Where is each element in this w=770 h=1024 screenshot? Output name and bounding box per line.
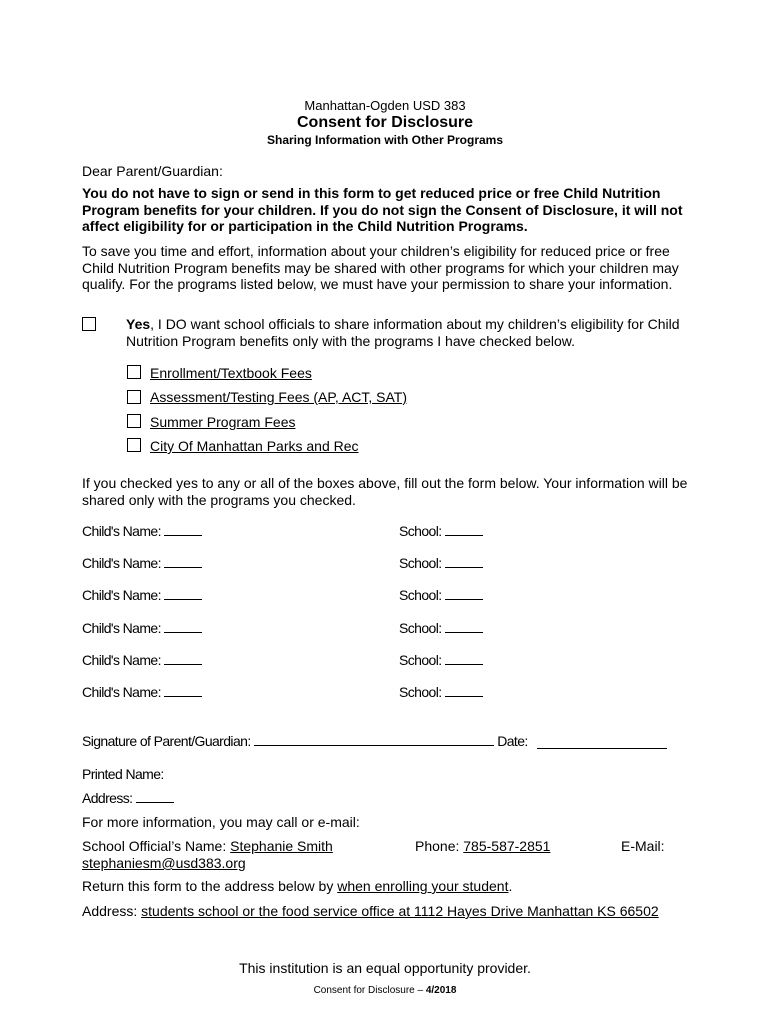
school-label: School: [399,652,442,668]
school-label: School: [399,620,442,636]
program-label-enrollment: Enrollment/Textbook Fees [150,365,312,381]
school-field[interactable] [445,555,483,568]
signature-label: Signature of Parent/Guardian: [82,733,251,749]
child-name-label: Child's Name: [82,555,161,571]
email-address[interactable]: stephaniesm@usd383.org [82,855,246,871]
school-row-5 [399,652,483,668]
return-address-label: Address: [82,903,138,919]
child-name-field[interactable] [164,652,202,665]
greeting: Dear Parent/Guardian: [82,163,223,179]
program-label-summer: Summer Program Fees [150,414,296,430]
program-checkbox-enrollment[interactable] [127,365,141,379]
phone-row [415,838,550,855]
date-field[interactable] [537,736,667,749]
return-address [82,903,659,920]
school-row-1 [399,523,483,539]
return-instruction [82,878,512,895]
intro-paragraph: To save you time and effort, information about your children’s eligibility for reduced price or free Child Nutrition Program benefits may be shared with other programs for which your children may qualify. For the programs listed below, we must have your permission to share your information. [82,243,679,292]
fill-instruction: If you checked yes to any or all of the boxes above, fill out the form below. Your information will be shared only with the programs you checked. [82,475,688,508]
signature-row [82,733,528,749]
program-checkbox-parks[interactable] [127,438,141,452]
child-name-row-4 [82,620,202,636]
official-label: School Official’s Name: [82,838,227,854]
address-label: Address: [82,790,133,806]
email-label: E-Mail: [621,838,665,854]
child-name-field[interactable] [164,587,202,600]
school-field[interactable] [445,652,483,665]
signature-field[interactable] [254,733,494,746]
official-row [82,838,333,855]
return-address-value: students school or the food service office at 1112 Hayes Drive Manhattan KS 66502 [141,903,659,919]
child-name-field[interactable] [164,555,202,568]
program-label-parks: City Of Manhattan Parks and Rec [150,438,359,454]
return-emphasis: when enrolling your student [337,878,509,894]
child-name-row-5 [82,652,202,668]
school-field[interactable] [445,684,483,697]
school-row-2 [399,555,483,571]
address-field[interactable] [136,790,174,803]
footer [0,985,770,996]
return-prefix: Return this form to the address below by [82,878,334,894]
phone-number: 785-587-2851 [463,838,551,854]
consent-yes-checkbox[interactable] [82,317,96,331]
program-checkbox-assessment[interactable] [127,390,141,404]
child-name-row-2 [82,555,202,571]
school-field[interactable] [445,523,483,536]
footer-text: Consent for Disclosure – [313,985,426,996]
child-name-row-3 [82,587,202,603]
school-field[interactable] [445,620,483,633]
phone-label: Phone: [415,838,460,854]
school-field[interactable] [445,587,483,600]
school-label: School: [399,587,442,603]
form-subtitle: Sharing Information with Other Programs [266,133,504,147]
school-row-4 [399,620,483,636]
date-label: Date: [497,733,528,749]
consent-yes-label: Yes [126,316,151,332]
child-name-field[interactable] [164,620,202,633]
child-name-row-6 [82,684,202,700]
more-info: For more information, you may call or e-mail: [82,814,360,830]
child-name-label: Child's Name: [82,587,161,603]
school-row-6 [399,684,483,700]
bold-notice: You do not have to sign or send in this form to get reduced price or free Child Nutrition Program benefits for your children. If you do not sign the Consent of Disclosure, it will not affect eligibility for or participation in the Child Nutrition Programs. [82,185,683,234]
address-row [82,790,174,806]
child-name-field[interactable] [164,523,202,536]
return-suffix: . [508,878,513,894]
footer-date: 4/2018 [425,985,457,996]
child-name-label: Child's Name: [82,620,161,636]
program-label-assessment: Assessment/Testing Fees (AP, ACT, SAT) [150,389,408,405]
equal-opportunity-statement: This institution is an equal opportunity provider. [239,960,531,976]
school-label: School: [399,555,442,571]
child-name-label: Child's Name: [82,523,161,539]
district-name: Manhattan-Ogden USD 383 [304,98,466,113]
child-name-label: Child's Name: [82,684,161,700]
program-checkbox-summer[interactable] [127,414,141,428]
consent-yes-description: , I DO want school officials to share information about my children’s eligibility for Child Nutrition Program benefits only with the programs I have checked below. [126,316,680,349]
child-name-label: Child's Name: [82,652,161,668]
child-name-field[interactable] [164,684,202,697]
school-label: School: [399,523,442,539]
form-title: Consent for Disclosure [296,114,474,131]
consent-yes-text [126,316,686,349]
school-label: School: [399,684,442,700]
printed-name-label: Printed Name: [82,766,164,782]
official-name: Stephanie Smith [230,838,333,854]
school-row-3 [399,587,483,603]
child-name-row-1 [82,523,202,539]
